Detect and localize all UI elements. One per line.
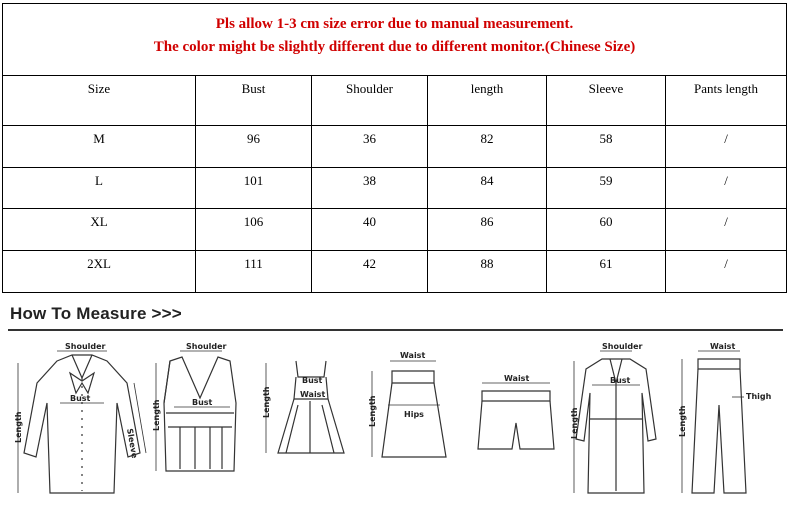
column-header: Bust xyxy=(196,76,312,126)
column-header: Shoulder xyxy=(312,76,428,126)
table-cell: 40 xyxy=(312,209,428,251)
length-label: Length xyxy=(368,395,377,427)
column-header: Sleeve xyxy=(547,76,666,126)
notice-line-2: The color might be slightly different due to different monitor.(Chinese Size) xyxy=(153,39,636,55)
table-cell: M xyxy=(3,126,196,168)
table-cell: / xyxy=(666,168,786,209)
table-cell: 86 xyxy=(428,209,547,251)
length-label: Length xyxy=(262,386,271,418)
size-table xyxy=(2,3,787,293)
bust-label: Bust xyxy=(70,394,91,403)
shoulder-label: Shoulder xyxy=(602,342,643,351)
shirt-illustration xyxy=(12,343,152,503)
thigh-label: Thigh xyxy=(746,392,772,401)
notice-header xyxy=(3,4,786,76)
length-label: Length xyxy=(570,407,579,439)
tank-top-figure xyxy=(150,343,250,503)
table-cell: 82 xyxy=(428,126,547,168)
table-cell: 111 xyxy=(196,251,312,292)
waist-label: Waist xyxy=(300,390,326,399)
how-to-measure-section xyxy=(0,293,791,520)
coat-figure xyxy=(566,343,666,503)
table-cell: 42 xyxy=(312,251,428,292)
how-to-measure-title: How To Measure >>> xyxy=(10,304,182,323)
table-cell: L xyxy=(3,168,196,209)
shoulder-label: Shoulder xyxy=(186,342,227,351)
coat-illustration xyxy=(566,343,666,503)
dress-illustration xyxy=(260,343,360,503)
waist-label: Waist xyxy=(400,351,426,360)
shorts-illustration xyxy=(470,343,560,503)
table-cell: 96 xyxy=(196,126,312,168)
table-cell: 106 xyxy=(196,209,312,251)
table-cell: 2XL xyxy=(3,251,196,292)
table-cell: / xyxy=(666,209,786,251)
length-label: Length xyxy=(14,411,23,443)
table-cell: / xyxy=(666,126,786,168)
table-cell: 61 xyxy=(547,251,666,292)
pants-figure xyxy=(674,343,784,503)
sleeve-label: Sleeve xyxy=(125,427,140,459)
table-cell: 38 xyxy=(312,168,428,209)
bust-label: Bust xyxy=(610,376,631,385)
waist-label: Waist xyxy=(504,374,530,383)
column-header: Pants length xyxy=(666,76,786,126)
hips-label: Hips xyxy=(404,410,424,419)
waist-label: Waist xyxy=(710,342,736,351)
table-cell: 88 xyxy=(428,251,547,292)
shorts-figure xyxy=(470,343,560,503)
table-cell: 59 xyxy=(547,168,666,209)
notice-line-1: Pls allow 1-3 cm size error due to manual measurement. xyxy=(215,16,574,32)
column-header: Size xyxy=(3,76,196,126)
length-label: Length xyxy=(678,405,687,437)
dress-figure xyxy=(260,343,360,503)
table-cell: 36 xyxy=(312,126,428,168)
length-label: Length xyxy=(152,399,161,431)
pants-illustration xyxy=(674,343,784,503)
table-cell: 60 xyxy=(547,209,666,251)
tank-top-illustration xyxy=(150,343,250,503)
table-cell: / xyxy=(724,256,728,271)
bust-label: Bust xyxy=(192,398,213,407)
size-grid xyxy=(3,76,786,292)
bust-label: Bust xyxy=(302,376,323,385)
shoulder-label: Shoulder xyxy=(65,342,106,351)
table-cell: 84 xyxy=(428,168,547,209)
table-cell: 58 xyxy=(547,126,666,168)
table-cell: 101 xyxy=(196,168,312,209)
skirt-illustration xyxy=(362,343,462,503)
table-cell: XL xyxy=(3,209,196,251)
column-header: length xyxy=(428,76,547,126)
shirt-figure xyxy=(12,343,152,503)
skirt-figure xyxy=(362,343,462,503)
title-divider xyxy=(8,329,783,331)
